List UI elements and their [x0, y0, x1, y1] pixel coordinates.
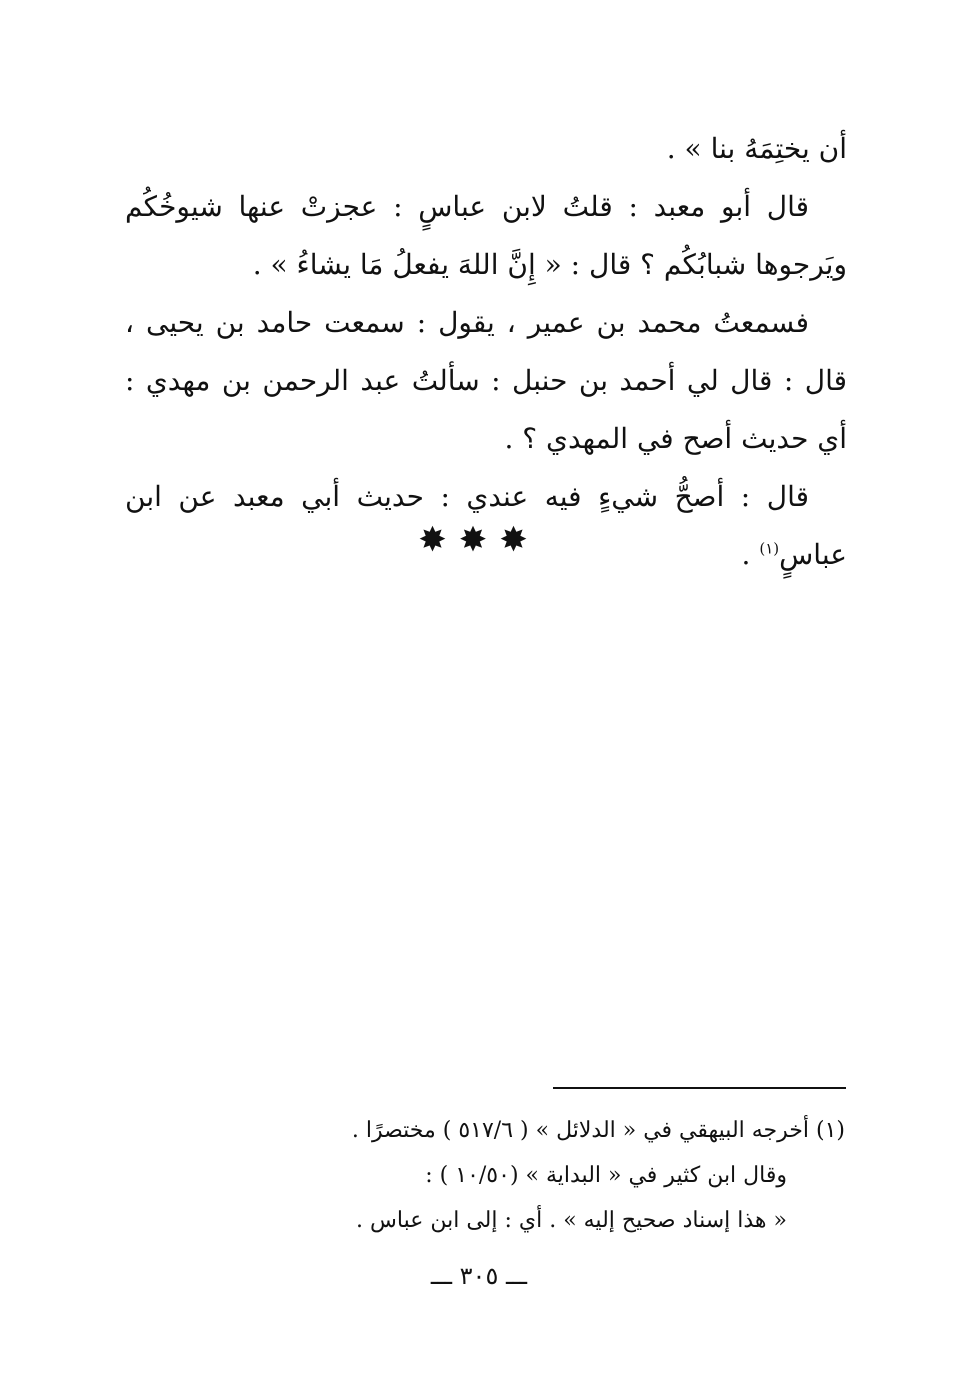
paragraph-abu-mabad: قال أبو معبد : قلتُ لابن عباسٍ : عجزتْ عنها شيوخُكُم ويَرجوها شبابُكُم ؟ قال : « إِنَّ اللهَ يفعلُ مَا يشاءُ » . — [125, 190, 847, 281]
main-text — [125, 120, 847, 584]
page-number: ـــ ٣٠٥ ـــ — [430, 1262, 528, 1290]
footnote-reference: (١) — [759, 539, 780, 558]
footnotes — [200, 1108, 845, 1243]
footnote-1-line-2: وقال ابن كثير في « البداية » (١٠/٥٠ ) : — [425, 1163, 787, 1188]
text-line-1: أن يختِمَهُ بنا » . — [666, 132, 847, 165]
footnote-1-line-1: (١) أخرجه البيهقي في « الدلائل » ( ٥١٧/٦ ) مختصرًا . — [351, 1118, 845, 1143]
footnote-separator — [553, 1087, 846, 1089]
conclusion-end: . — [741, 538, 760, 571]
paragraph-isnad: فسمعتُ محمد بن عمير ، يقول : سمعت حامد بن يحيى ، قال : قال لي أحمد بن حنبل : سألتُ عبد الرحمن بن مهدي : أي حديث أصح في المهدي ؟ . — [125, 306, 847, 455]
footnote-1-line-3: « هذا إسناد صحيح إليه » . أي : إلى ابن عباس . — [356, 1208, 787, 1233]
conclusion-text: قال : أصحُّ شيءٍ فيه عندي : حديث أبي معبد عن ابن عباسٍ — [125, 480, 847, 571]
section-ornaments: ✸✸✸ — [418, 520, 540, 560]
